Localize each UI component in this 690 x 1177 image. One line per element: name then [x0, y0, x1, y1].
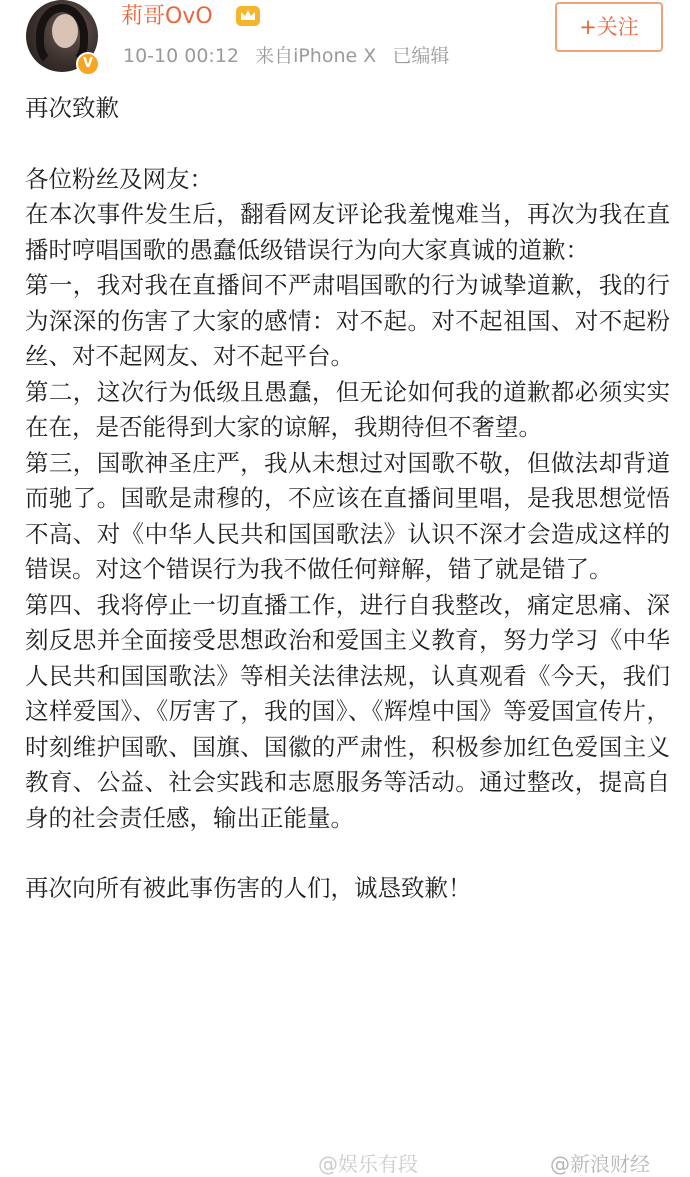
- follow-button[interactable]: +关注: [555, 2, 663, 52]
- avatar-face: [52, 14, 78, 48]
- post-body: [25, 91, 670, 907]
- paragraph-gap: [25, 836, 670, 871]
- paragraph-point-1: 第一，我对我在直播间不严肃唱国歌的行为诚挚道歉，我的行为深深的伤害了大家的感情：对不起。对不起祖国、对不起粉丝、对不起网友、对不起平台。: [25, 271, 670, 370]
- crown-icon: [235, 4, 261, 28]
- closing-line: 再次向所有被此事伤害的人们，诚恳致歉！: [25, 874, 472, 902]
- paragraph-point-2: 第二，这次行为低级且愚蠢，但无论如何我的道歉都必须实实在在，是否能得到大家的谅解，我期待但不奢望。: [25, 377, 670, 441]
- post-meta: [123, 44, 459, 68]
- watermark-right: @新浪财经: [550, 1152, 650, 1176]
- post-header: [0, 0, 690, 90]
- paragraph-intro: 在本次事件发生后，翻看网友评论我羞愧难当，再次为我在直播时哼唱国歌的愚蠢低级错误行为向大家真诚的道歉：: [25, 200, 670, 264]
- edited-label[interactable]: 已编辑: [392, 45, 450, 67]
- watermark-left: @娱乐有段: [318, 1152, 418, 1176]
- paragraph-point-3: 第三，国歌神圣庄严，我从未想过对国歌不敬，但做法却背道而驰了。国歌是肃穆的，不应该在直播间里唱，是我思想觉悟不高、对《中华人民共和国国歌法》认识不深才会造成这样的错误。对这个错误行为我不做任何辩解，错了就是错了。: [25, 448, 670, 583]
- post-title: 再次致歉: [25, 94, 119, 122]
- paragraph-point-4: 第四、我将停止一切直播工作，进行自我整改，痛定思痛、深刻反思并全面接受思想政治和爱国主义教育，努力学习《中华人民共和国国歌法》等相关法律法规，认真观看《今天，我们这样爱国》、《厉害了，我的国》、《辉煌中国》等爱国宣传片，时刻维护国歌、国旗、国徽的严肃性，积极参加红色爱国主义教育、公益、社会实践和志愿服务等活动。通过整改，提高自身的社会责任感，输出正能量。: [25, 590, 670, 832]
- post-timestamp: 10-10 00:12: [123, 45, 240, 67]
- verified-badge-icon: V: [76, 52, 100, 76]
- post-source[interactable]: 来自iPhone X: [255, 45, 377, 67]
- username[interactable]: 莉哥OvO: [121, 4, 213, 29]
- paragraph-greeting: 各位粉丝及网友：: [25, 164, 213, 193]
